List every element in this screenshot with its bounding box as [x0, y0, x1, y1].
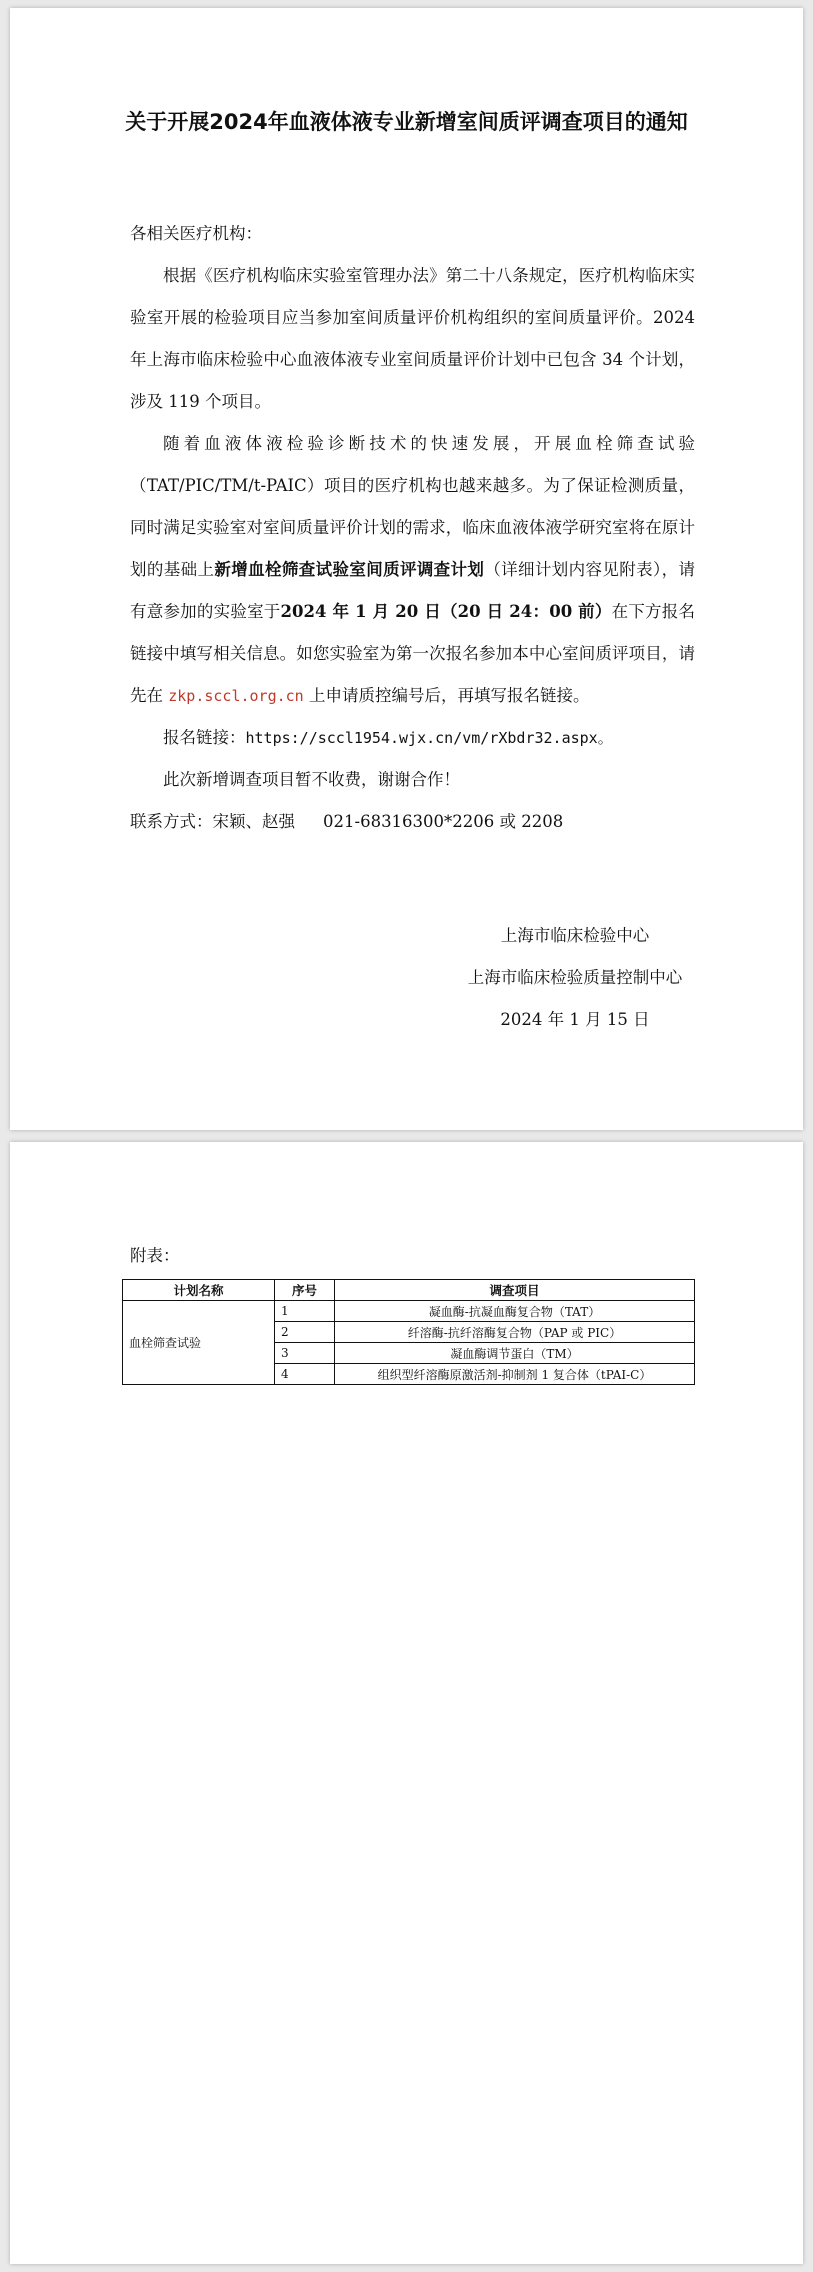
item-cell: 凝血酶-抗凝血酶复合物（TAT） [335, 1301, 695, 1322]
item-cell: 组织型纤溶酶原激活剂-抑制剂 1 复合体（tPAI-C） [335, 1364, 695, 1385]
new-plan-highlight: 新增血栓筛查试验室间质评调查计划 [214, 560, 485, 579]
paragraph-new-plan: 随着血液体液检验诊断技术的快速发展，开展血栓筛查试验（TAT/PIC/TM/t-PAIC）项目的医疗机构也越来越多。为了保证检测质量，同时满足实验室对室间质量评价计划的需求，临床血液体液学研究室将在原计划的基础上新增血栓筛查试验室间质评调查计划（详细计划内容见附表），请有意参加的实验室于2024 年 1 月 20 日（20 日 24：00 前）在下方报名链接中填写相关信息。如您实验室为第一次报名参加本中心室间质评项目，请先在 zkp.sccl.org.cn 上申请质控编号后，再填写报名链接。 [130, 434, 696, 705]
plan-name-cell: 血栓筛查试验 [123, 1301, 275, 1385]
item-cell: 凝血酶调节蛋白（TM） [335, 1343, 695, 1364]
serial-cell: 2 [275, 1322, 335, 1343]
salutation: 各相关医疗机构： [130, 224, 262, 243]
appendix-page [10, 1142, 803, 2264]
contact-phone: 021-68316300*2206 或 2208 [323, 812, 564, 831]
notice-page [10, 8, 803, 1130]
contact-line: 联系方式：宋颖、赵强 021-68316300*2206 或 2208 [130, 812, 564, 831]
item-cell: 纤溶酶-抗纤溶酶复合物（PAP 或 PIC） [335, 1322, 695, 1343]
qc-website-link[interactable]: zkp.sccl.org.cn [168, 687, 304, 705]
issuer-lab-center: 上海市临床检验中心 [500, 926, 650, 945]
appendix-label: 附表： [130, 1246, 180, 1265]
registration-line: 报名链接：https://sccl1954.wjx.cn/vm/rXbdr32.aspx。 [163, 728, 613, 747]
serial-cell: 1 [275, 1301, 335, 1322]
deadline-highlight: 2024 年 1 月 20 日（20 日 24：00 前） [280, 602, 612, 621]
header-plan-name: 计划名称 [123, 1280, 275, 1301]
serial-cell: 3 [275, 1343, 335, 1364]
registration-link[interactable]: https://sccl1954.wjx.cn/vm/rXbdr32.aspx。 [245, 729, 613, 747]
table-row [123, 1301, 695, 1322]
issuer-qc-center: 上海市临床检验质量控制中心 [467, 968, 683, 987]
serial-cell: 4 [275, 1364, 335, 1385]
header-serial: 序号 [275, 1280, 335, 1301]
appendix-table [122, 1279, 695, 1385]
notice-body [130, 213, 695, 843]
header-item: 调查项目 [335, 1280, 695, 1301]
fee-note: 此次新增调查项目暂不收费，谢谢合作！ [163, 770, 460, 789]
issue-date: 2024 年 1 月 15 日 [500, 1010, 650, 1029]
page-title: 关于开展2024年血液体液专业新增室间质评调查项目的通知 [125, 110, 688, 134]
table-header-row [123, 1280, 695, 1301]
paragraph-regulation: 根据《医疗机构临床实验室管理办法》第二十八条规定，医疗机构临床实验室开展的检验项目应当参加室间质量评价机构组织的室间质量评价。2024 年上海市临床检验中心血液体液专业室间质量评价计划中已包含 34 个计划，涉及 119 个项目。 [130, 266, 695, 411]
